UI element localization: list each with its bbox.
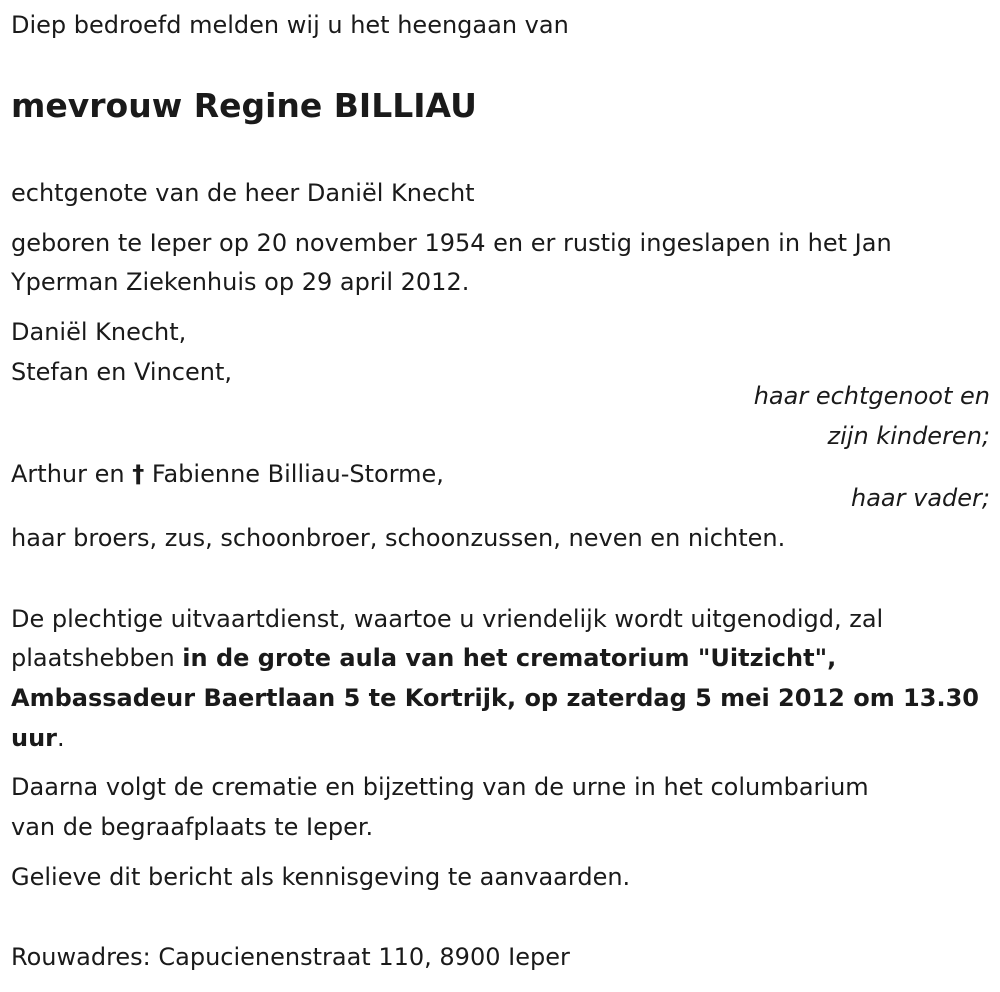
role-husband-children-2: zijn kinderen; bbox=[827, 422, 990, 450]
birth-line-1: geboren te Ieper op 20 november 1954 en er rustig ingeslapen in het Jan bbox=[11, 229, 892, 257]
role-father: haar vader; bbox=[851, 484, 990, 512]
ceremony-location: in de grote aula van het crematorium "Uitzicht", bbox=[182, 644, 837, 672]
ceremony-line-4 bbox=[11, 718, 65, 758]
father-line bbox=[11, 454, 444, 494]
ceremony-line-2 bbox=[11, 638, 836, 678]
father-prefix: Arthur en bbox=[11, 460, 125, 488]
deceased-name: mevrouw Regine BILLIAU bbox=[11, 86, 477, 125]
birth-line-2: Yperman Ziekenhuis op 29 april 2012. bbox=[11, 268, 470, 296]
ceremony-line-4-bold: uur bbox=[11, 724, 58, 752]
cremation-line-2: van de begraafplaats te Ieper. bbox=[11, 813, 374, 841]
role-husband-children-1: haar echtgenoot en bbox=[753, 382, 990, 410]
ceremony-line-1: De plechtige uitvaartdienst, waartoe u vriendelijk wordt uitgenodigd, zal bbox=[11, 605, 884, 633]
cross-icon: † bbox=[132, 460, 145, 488]
ceremony-line-4-plain: . bbox=[57, 724, 65, 752]
father-suffix: Fabienne Billiau-Storme, bbox=[151, 460, 444, 488]
siblings-line: haar broers, zus, schoonbroer, schoonzussen, neven en nichten. bbox=[11, 524, 786, 552]
ceremony-line-3: Ambassadeur Baertlaan 5 te Kortrijk, op zaterdag 5 mei 2012 om 13.30 bbox=[11, 684, 979, 712]
cremation-line-1: Daarna volgt de crematie en bijzetting van de urne in het columbarium bbox=[11, 773, 869, 801]
notice-line: Gelieve dit bericht als kennisgeving te aanvaarden. bbox=[11, 863, 631, 891]
intro-text: Diep bedroefd melden wij u het heengaan van bbox=[11, 11, 569, 39]
spouse-line: echtgenote van de heer Daniël Knecht bbox=[11, 179, 475, 207]
address-line: Rouwadres: Capucienenstraat 110, 8900 Ieper bbox=[11, 943, 570, 971]
ceremony-line-2-plain: plaatshebben bbox=[11, 644, 183, 672]
children-names: Stefan en Vincent, bbox=[11, 358, 232, 386]
husband-name: Daniël Knecht, bbox=[11, 318, 187, 346]
